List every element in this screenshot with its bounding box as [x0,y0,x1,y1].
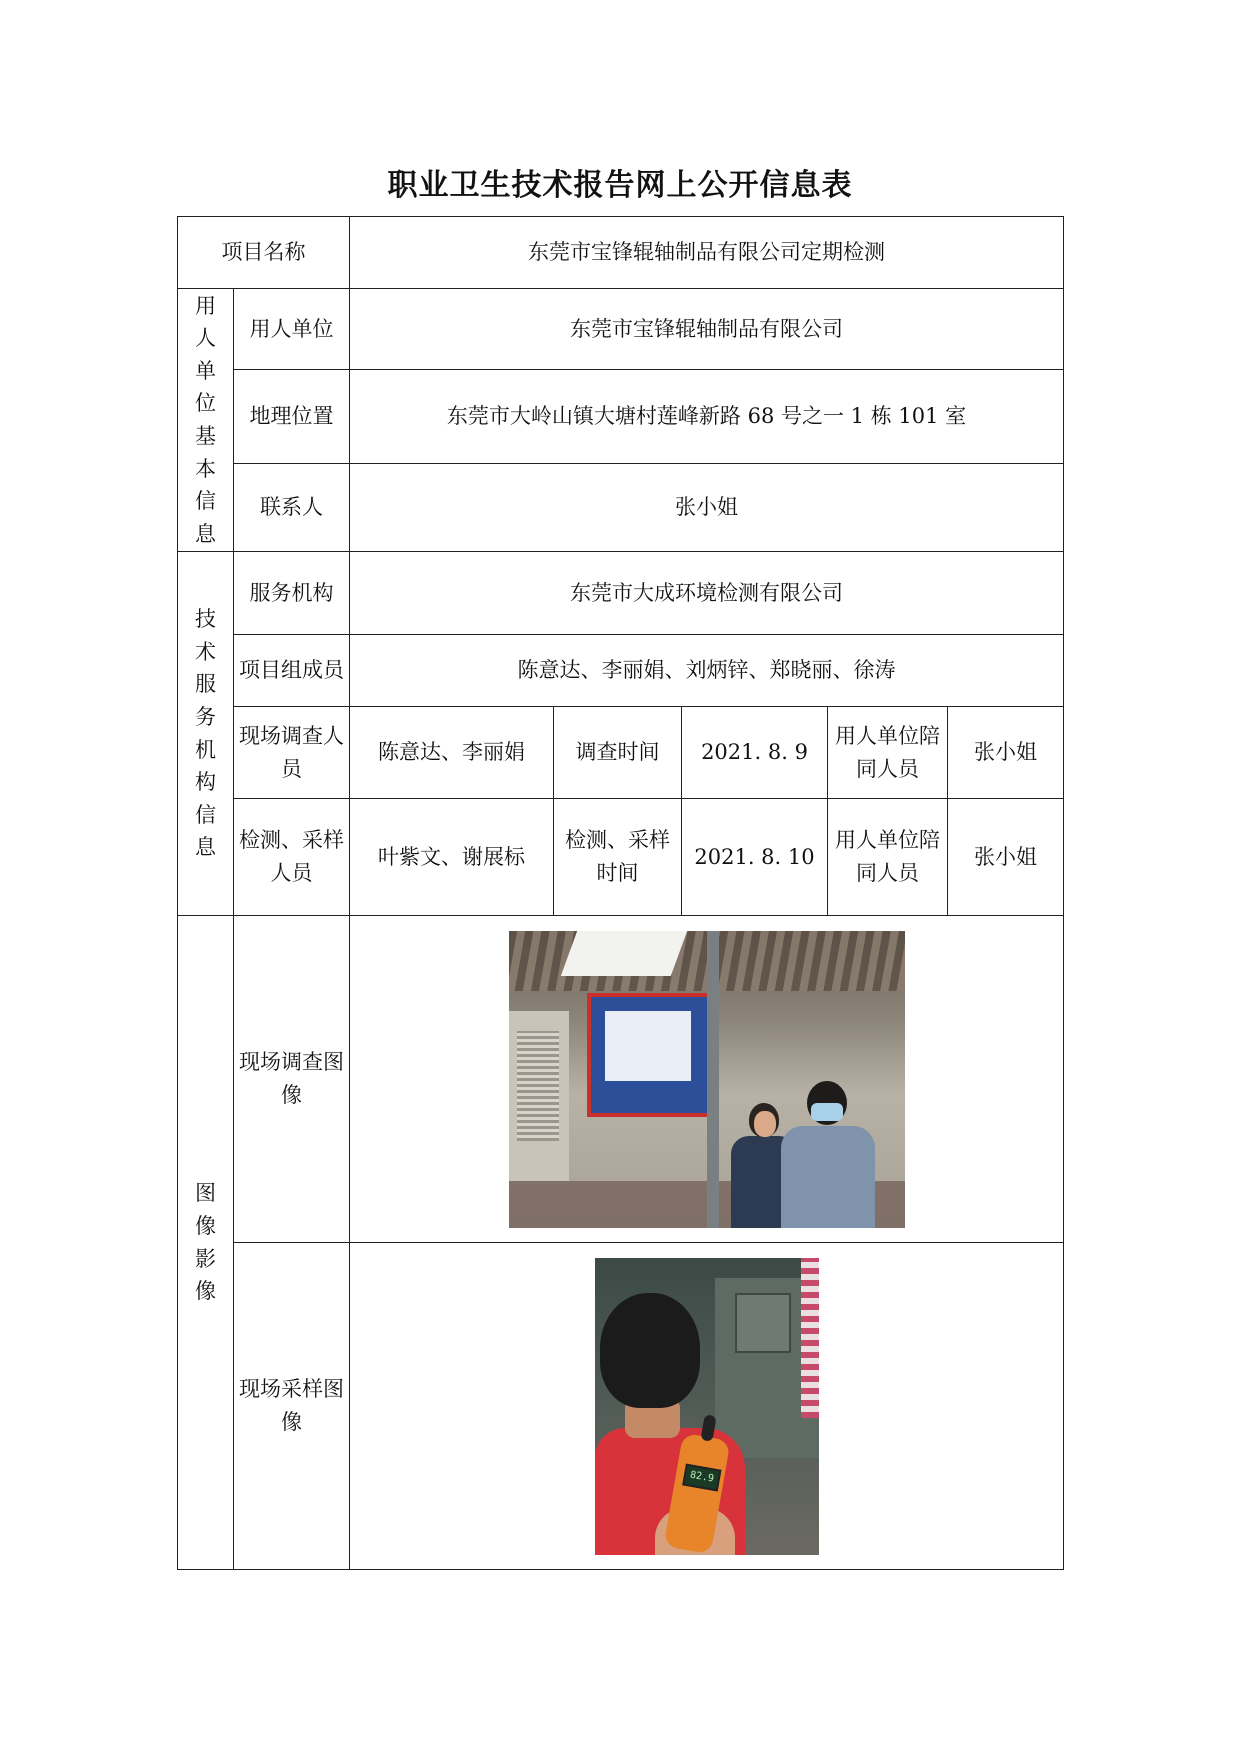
row-project [178,217,1064,289]
sampling-staff-label: 检测、采样人员 [234,799,350,916]
row-employer-location [178,370,1064,464]
sampling-escort-label: 用人单位陪同人员 [828,799,948,916]
location-value: 东莞市大岭山镇大塘村莲峰新路 68 号之一 1 栋 101 室 [350,370,1064,464]
row-employer-contact [178,464,1064,552]
location-label: 地理位置 [234,370,350,464]
employer-section-label: 用人单位基本信息 [178,289,234,552]
survey-escort-label: 用人单位陪同人员 [828,707,948,799]
sampling-staff-value: 叶紫文、谢展标 [350,799,554,916]
survey-escort-value: 张小姐 [948,707,1064,799]
sampling-time-value: 2021. 8. 10 [682,799,828,916]
page-title: 职业卫生技术报告网上公开信息表 [387,168,853,203]
survey-image-label: 现场调查图像 [234,916,350,1243]
survey-staff-value: 陈意达、李丽娟 [350,707,554,799]
employer-unit-value: 东莞市宝锋辊轴制品有限公司 [350,289,1064,370]
org-label: 服务机构 [234,552,350,635]
images-section-label: 图像影像 [178,916,234,1570]
service-section-label: 技术服务机构信息 [178,552,234,916]
row-service-members [178,635,1064,707]
survey-time-label: 调查时间 [554,707,682,799]
members-value: 陈意达、李丽娟、刘炳锌、郑晓丽、徐涛 [350,635,1064,707]
contact-value: 张小姐 [350,464,1064,552]
row-service-org [178,552,1064,635]
survey-time-value: 2021. 8. 9 [682,707,828,799]
sampling-photo [595,1258,819,1555]
row-survey-image [178,916,1064,1243]
meter-reading: 82.9 [682,1463,721,1491]
project-value: 东莞市宝锋辊轴制品有限公司定期检测 [350,217,1064,289]
contact-label: 联系人 [234,464,350,552]
sampling-time-label: 检测、采样时间 [554,799,682,916]
survey-photo [509,931,905,1228]
survey-staff-label: 现场调查人员 [234,707,350,799]
info-table [177,216,1064,1570]
sampling-image-cell [350,1243,1064,1570]
employer-unit-label: 用人单位 [234,289,350,370]
sampling-escort-value: 张小姐 [948,799,1064,916]
org-value: 东莞市大成环境检测有限公司 [350,552,1064,635]
members-label: 项目组成员 [234,635,350,707]
row-survey [178,707,1064,799]
sampling-image-label: 现场采样图像 [234,1243,350,1570]
row-sampling [178,799,1064,916]
survey-image-cell [350,916,1064,1243]
row-sampling-image [178,1243,1064,1570]
project-label: 项目名称 [178,217,350,289]
row-employer-unit [178,289,1064,370]
